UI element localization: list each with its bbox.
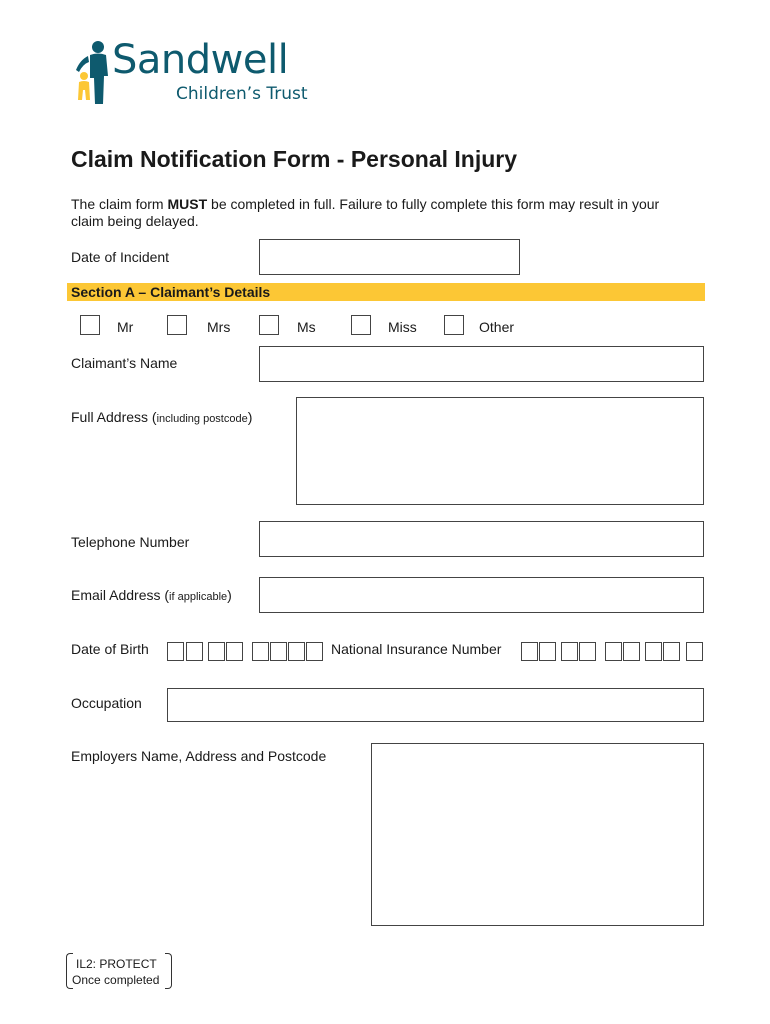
dob-year-digit-1[interactable]: [252, 642, 269, 661]
dob-day-digit-2[interactable]: [186, 642, 203, 661]
ni-char-7[interactable]: [645, 642, 662, 661]
section-a-heading: Section A – Claimant’s Details: [71, 284, 271, 300]
ni-label: National Insurance Number: [331, 641, 502, 657]
occupation-field[interactable]: [167, 688, 704, 722]
title-mr-label: Mr: [117, 319, 134, 335]
full-address-note: including postcode: [156, 413, 248, 425]
occupation-label: Occupation: [71, 695, 142, 711]
email-label: [71, 587, 232, 603]
date-of-incident-field[interactable]: [259, 239, 520, 275]
employer-field[interactable]: [371, 743, 704, 926]
ni-char-3[interactable]: [561, 642, 578, 661]
ni-char-4[interactable]: [579, 642, 596, 661]
date-of-incident-label: Date of Incident: [71, 249, 170, 265]
ni-char-9[interactable]: [686, 642, 703, 661]
marking-bracket-right: [165, 953, 172, 989]
protective-marking: [66, 953, 172, 989]
claimant-name-label: Claimant’s Name: [71, 355, 178, 371]
full-address-field[interactable]: [296, 397, 704, 505]
title-ms-checkbox[interactable]: [259, 315, 279, 335]
email-note: if applicable: [169, 591, 228, 603]
family-figure-icon: [70, 40, 114, 106]
telephone-field[interactable]: [259, 521, 704, 557]
ni-char-1[interactable]: [521, 642, 538, 661]
full-address-label-text: Full Address (: [71, 409, 157, 425]
ni-char-8[interactable]: [663, 642, 680, 661]
intro-text: [71, 196, 691, 230]
title-other-checkbox[interactable]: [444, 315, 464, 335]
dob-month-digit-1[interactable]: [208, 642, 225, 661]
logo-wordmark: Sandwell: [112, 37, 289, 83]
marking-line-2: Once completed: [72, 973, 160, 987]
page-title: Claim Notification Form - Personal Injury: [71, 146, 518, 172]
title-other-label: Other: [479, 319, 515, 335]
title-ms-label: Ms: [297, 319, 316, 335]
title-mrs-label: Mrs: [207, 319, 231, 335]
full-address-label: [71, 409, 252, 425]
email-label-close: ): [227, 587, 232, 603]
intro-text-must: MUST: [167, 196, 208, 212]
claimant-name-field[interactable]: [259, 346, 704, 382]
email-field[interactable]: [259, 577, 704, 613]
section-a-header: [67, 283, 705, 301]
ni-char-2[interactable]: [539, 642, 556, 661]
telephone-label: Telephone Number: [71, 534, 190, 550]
dob-month-digit-2[interactable]: [226, 642, 243, 661]
title-miss-label: Miss: [388, 319, 417, 335]
full-address-label-close: ): [247, 409, 253, 425]
dob-year-digit-2[interactable]: [270, 642, 287, 661]
dob-day-digit-1[interactable]: [167, 642, 184, 661]
logo-subtitle: Children’s Trust: [176, 84, 308, 104]
title-mr-checkbox[interactable]: [80, 315, 100, 335]
email-label-text: Email Address (: [71, 587, 170, 603]
dob-year-digit-4[interactable]: [306, 642, 323, 661]
intro-text-start: The claim form: [71, 196, 168, 212]
title-miss-checkbox[interactable]: [351, 315, 371, 335]
dob-label: Date of Birth: [71, 641, 149, 657]
ni-char-5[interactable]: [605, 642, 622, 661]
dob-year-digit-3[interactable]: [288, 642, 305, 661]
employer-label: Employers Name, Address and Postcode: [71, 748, 327, 764]
ni-char-6[interactable]: [623, 642, 640, 661]
marking-line-1: IL2: PROTECT: [76, 957, 157, 971]
intro-text-end: be completed in full. Failure to fully complete this form may result in your claim being delayed.: [71, 196, 660, 229]
title-mrs-checkbox[interactable]: [167, 315, 187, 335]
